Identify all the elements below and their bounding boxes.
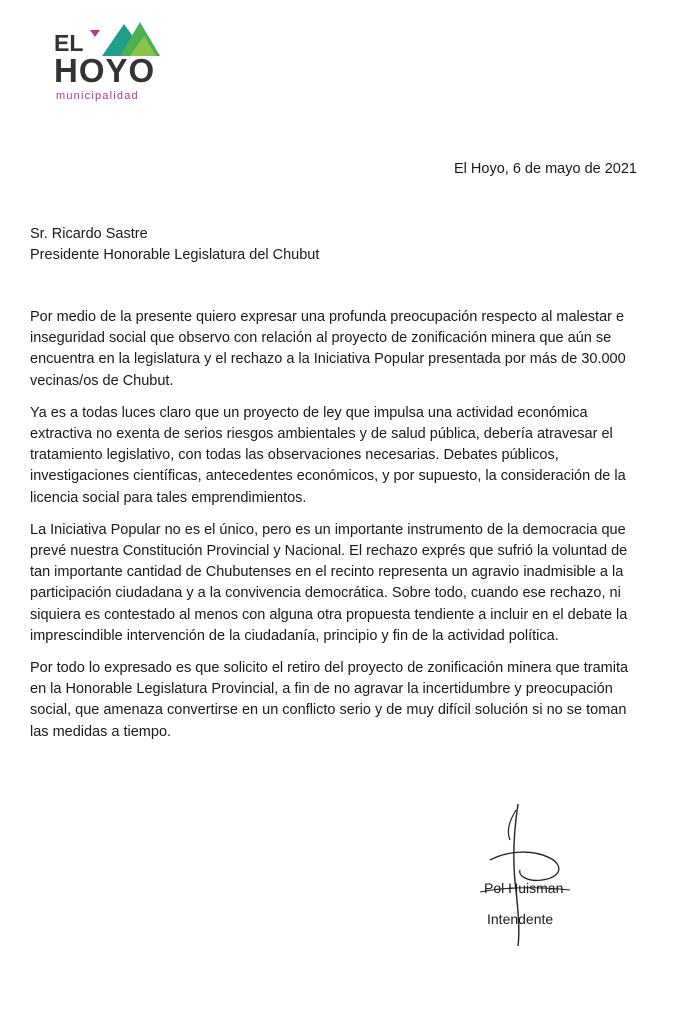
paragraph: Por medio de la presente quiero expresar una profunda preocupación respecto al malestar e inseguridad social que observo con relación al proyecto de zonificación minera que aún se encuentra en la legislatura y el rechazo a la Iniciativa Popular presentada por más de 30.000 vecinas/os de Chubut. bbox=[30, 309, 626, 389]
paragraph: Ya es a todas luces claro que un proyecto de ley que impulsa una actividad económica extractiva no exenta de serios riesgos ambientales y de salud pública, debería atravesar el tratamiento legislativo, con todas las observaciones necesarias. Debates públicos, investigaciones científicas, antecedentes económicos, y por supuesto, la consideración de la licencia social para tales emprendimientos. bbox=[30, 404, 626, 506]
recipient-block bbox=[30, 224, 319, 266]
mountain-logo-icon bbox=[90, 20, 160, 56]
logo-text-el: EL bbox=[54, 30, 84, 56]
municipality-logo bbox=[54, 20, 174, 104]
signatory-title: Intendente bbox=[487, 911, 554, 927]
recipient-position: Presidente Honorable Legislatura del Chubut bbox=[30, 247, 320, 263]
logo-subtitle: municipalidad bbox=[56, 90, 139, 102]
logo-text-hoyo: HOYO bbox=[54, 52, 156, 89]
paragraph: Por todo lo expresado es que solicito el retiro del proyecto de zonificación minera que tramita en la Honorable Legislatura Provincial, a fin de no agravar la incertidumbre y preocupación social, que amenaza convertirse en un conflicto serio y de muy difícil solución si no se toman las medidas a tiempo. bbox=[30, 660, 629, 740]
letter-body bbox=[30, 307, 638, 754]
signatory-name: Pol Huisman bbox=[484, 880, 564, 896]
recipient-name: Sr. Ricardo Sastre bbox=[30, 226, 148, 242]
letter-date: El Hoyo, 6 de mayo de 2021 bbox=[454, 161, 637, 177]
paragraph: La Iniciativa Popular no es el único, pero es un importante instrumento de la democracia que prevé nuestra Constitución Provincial y Nacional. El rechazo exprés que sufrió la voluntad de tan importante cantidad de Chubutenses en el recinto representa un agravio inadmisible a la participación ciudadana y a la convivencia democrática. Sobre todo, cuando ese rechazo, ni siquiera es contestado al menos con alguna otra propuesta tendiente a incluir en el debate la imprescindible intervención de la ciudadanía, principio y fin de la actividad política. bbox=[30, 521, 628, 644]
